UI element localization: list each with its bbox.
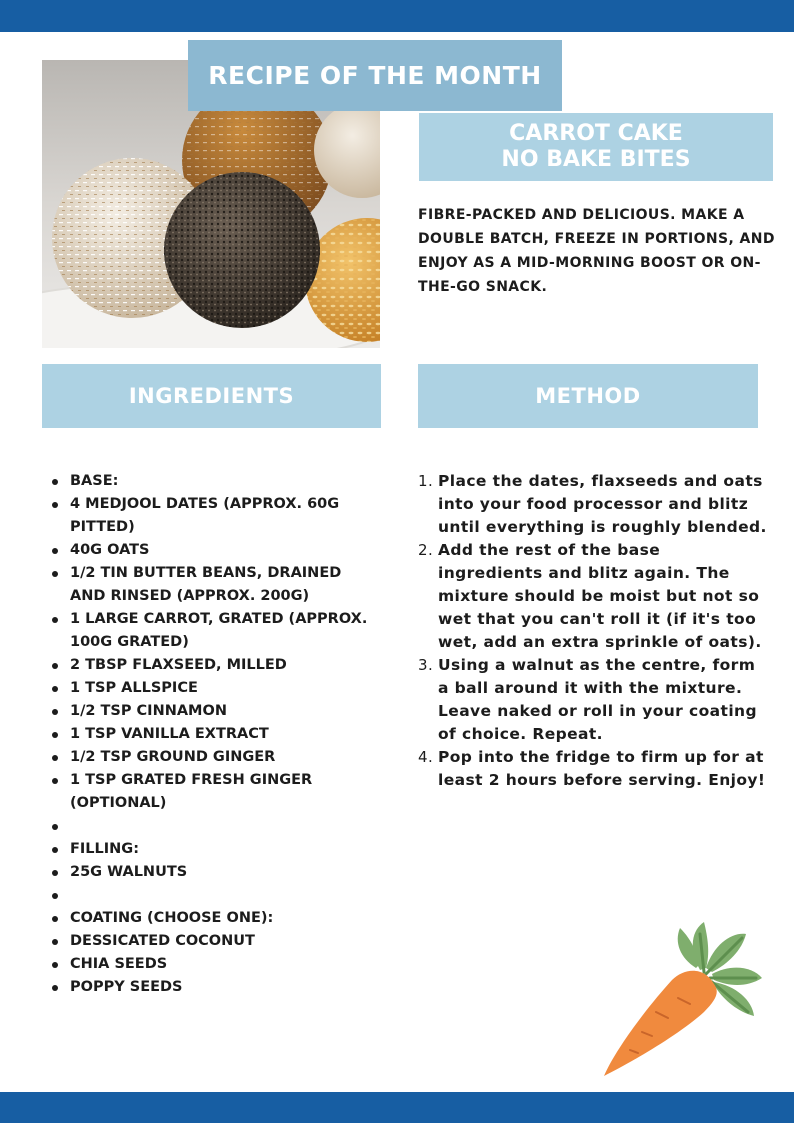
step-number: 4. [418, 748, 434, 766]
bullet-icon [52, 732, 58, 738]
bullet-icon [52, 916, 58, 922]
bullet-icon [52, 479, 58, 485]
ingredient-text: 1 TSP GRATED FRESH GINGER (OPTIONAL) [70, 772, 313, 811]
ingredient-item [50, 815, 380, 838]
ingredient-item [50, 930, 380, 953]
ingredient-text: 4 MEDJOOL DATES (APPROX. 60G PITTED) [70, 496, 340, 535]
ingredient-item [50, 654, 380, 677]
bullet-icon [52, 617, 58, 623]
step-text: Place the dates, flaxseeds and oats into your food processor and blitz until everything is roughly blended. [438, 472, 767, 536]
bullet-icon [52, 893, 58, 899]
ingredient-text: 1/2 TSP GROUND GINGER [70, 749, 276, 765]
bullet-icon [52, 548, 58, 554]
ingredient-text: 40G OATS [70, 542, 150, 558]
ingredient-item [50, 976, 380, 999]
ingredient-text: 1 TSP ALLSPICE [70, 680, 198, 696]
ingredient-text: 1 LARGE CARROT, GRATED (APPROX. 100G GRATED) [70, 611, 368, 650]
ingredient-text: FILLING: [70, 841, 140, 857]
bullet-icon [52, 709, 58, 715]
ingredient-text: 1 TSP VANILLA EXTRACT [70, 726, 269, 742]
method-steps [418, 470, 770, 792]
bullet-icon [52, 939, 58, 945]
bottom-brand-bar [0, 1092, 794, 1123]
ingredient-text: CHIA SEEDS [70, 956, 168, 972]
ingredient-text: COATING (CHOOSE ONE): [70, 910, 274, 926]
ingredients-heading: INGREDIENTS [42, 364, 381, 428]
bullet-icon [52, 962, 58, 968]
ingredient-item [50, 539, 380, 562]
bullet-icon [52, 847, 58, 853]
recipe-title-line1: CARROT CAKE [509, 121, 683, 146]
bullet-icon [52, 870, 58, 876]
ingredient-item [50, 470, 380, 493]
ingredient-text: BASE: [70, 473, 119, 489]
recipe-title [419, 113, 773, 181]
carrot-illustration [596, 908, 768, 1082]
method-step [418, 539, 770, 654]
ingredient-item [50, 608, 380, 654]
ingredient-item [50, 907, 380, 930]
ingredient-text: 1/2 TSP CINNAMON [70, 703, 227, 719]
ingredient-item [50, 769, 380, 815]
ingredient-item [50, 884, 380, 907]
ingredient-item [50, 838, 380, 861]
recipe-of-the-month-banner: RECIPE OF THE MONTH [188, 40, 562, 111]
ingredient-item [50, 677, 380, 700]
ingredient-item [50, 723, 380, 746]
method-step [418, 746, 770, 792]
ingredient-text: POPPY SEEDS [70, 979, 183, 995]
ingredient-text: DESSICATED COCONUT [70, 933, 255, 949]
bullet-icon [52, 502, 58, 508]
method-heading: METHOD [418, 364, 758, 428]
bullet-icon [52, 824, 58, 830]
bullet-icon [52, 755, 58, 761]
top-brand-bar [0, 0, 794, 32]
ingredient-item [50, 953, 380, 976]
method-step [418, 654, 770, 746]
bullet-icon [52, 778, 58, 784]
recipe-description: FIBRE-PACKED AND DELICIOUS. MAKE A DOUBLE BATCH, FREEZE IN PORTIONS, AND ENJOY AS A MID-MORNING BOOST OR ON-THE-GO SNACK. [418, 207, 775, 295]
ingredient-item [50, 861, 380, 884]
ingredient-item [50, 746, 380, 769]
step-text: Pop into the fridge to firm up for at least 2 hours before serving. Enjoy! [438, 748, 766, 789]
step-number: 3. [418, 656, 434, 674]
step-text: Using a walnut as the centre, form a ball around it with the mixture. Leave naked or roll in your coating of choice. Repeat. [438, 656, 757, 743]
step-number: 1. [418, 472, 434, 490]
ingredient-item [50, 562, 380, 608]
ingredient-text: 2 TBSP FLAXSEED, MILLED [70, 657, 287, 673]
recipe-title-line2: NO BAKE BITES [501, 147, 691, 172]
ingredient-item [50, 493, 380, 539]
method-step [418, 470, 770, 539]
step-number: 2. [418, 541, 434, 559]
bullet-icon [52, 686, 58, 692]
bullet-icon [52, 985, 58, 991]
bullet-icon [52, 663, 58, 669]
bullet-icon [52, 571, 58, 577]
ingredient-text: 25G WALNUTS [70, 864, 188, 880]
ingredient-text: 1/2 TIN BUTTER BEANS, DRAINED AND RINSED (APPROX. 200G) [70, 565, 342, 604]
ingredients-list [50, 470, 380, 999]
ingredient-item [50, 700, 380, 723]
step-text: Add the rest of the base ingredients and blitz again. The mixture should be moist but not so wet that you can't roll it (if it's too wet, add an extra sprinkle of oats). [438, 541, 762, 651]
